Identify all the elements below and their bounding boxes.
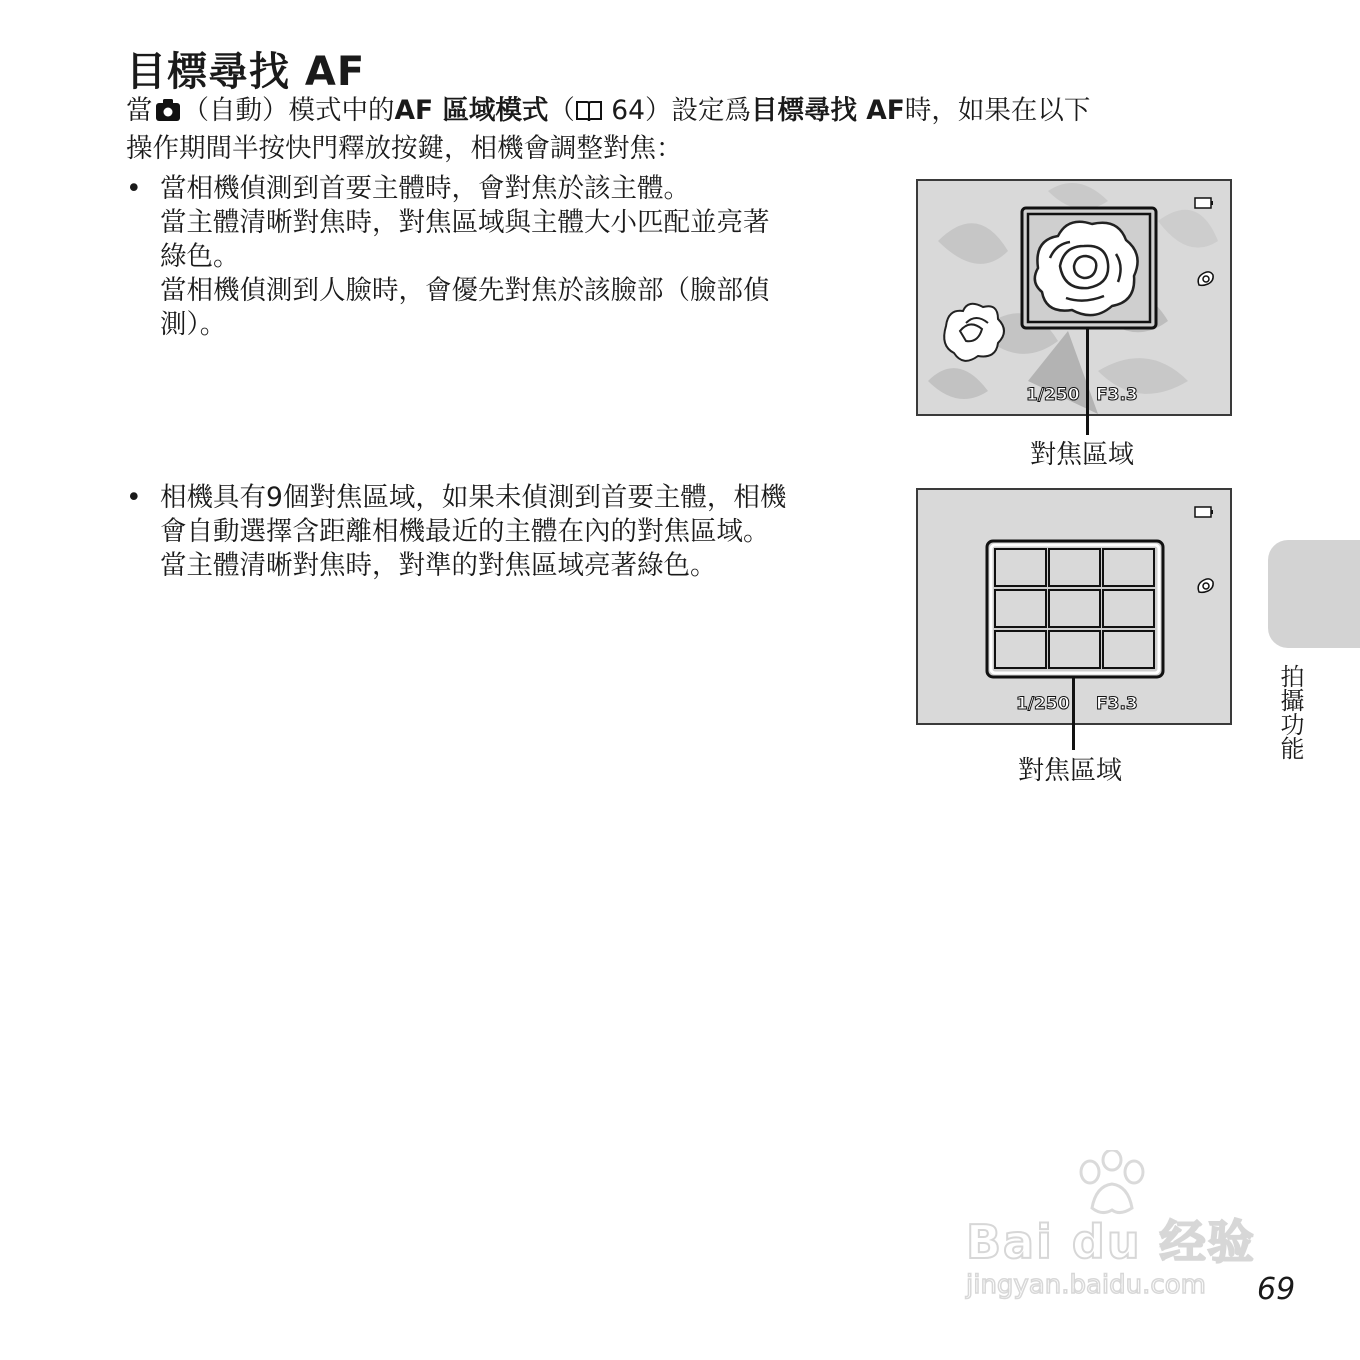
vibration-reduction-icon xyxy=(1194,574,1218,598)
callout-line-2 xyxy=(1072,676,1075,750)
focus-area-caption-2: 對焦區域 xyxy=(1018,756,1123,786)
shutter-speed-readout: 1/250 xyxy=(1026,385,1080,405)
bullet-1-line-1: 當相機偵測到首要主體時，會對焦於該主體。 xyxy=(160,173,690,204)
af-area-mode-term: AF 區域模式 xyxy=(394,95,549,126)
nine-focus-area-grid xyxy=(985,539,1165,679)
intro-paragraph xyxy=(126,92,1236,168)
intro-text-4: （ xyxy=(548,95,575,126)
page-title: 目標尋找 AF xyxy=(126,49,366,95)
shutter-speed-readout: 1/250 xyxy=(1016,694,1070,714)
bullet-1-line-2: 當主體清晰對焦時，對焦區域與主體大小匹配並亮著 xyxy=(160,207,770,238)
intro-text-2: （自動）模式中的 xyxy=(182,95,395,126)
camera-screen-figure-1 xyxy=(916,179,1232,416)
intro-text-5: 64）設定爲 xyxy=(602,95,751,126)
aperture-readout: F3.3 xyxy=(1096,694,1138,714)
target-finding-af-term: 目標尋找 AF xyxy=(751,95,905,126)
section-label: 拍攝功能 xyxy=(1276,664,1304,760)
aperture-readout: F3.3 xyxy=(1096,385,1138,405)
callout-line-1 xyxy=(1086,329,1089,435)
bullet-2-line-2: 會自動選擇含距離相機最近的主體在內的對焦區域。 xyxy=(160,516,770,547)
watermark-brand: Bai du 经验 xyxy=(966,1215,1256,1269)
baidu-watermark xyxy=(960,1150,1280,1310)
focus-area-frame xyxy=(1020,206,1158,330)
battery-icon xyxy=(1194,506,1214,518)
bullet-symbol: • xyxy=(126,482,142,513)
page-number: 69 xyxy=(1257,1272,1296,1307)
vibration-reduction-icon xyxy=(1194,267,1218,291)
battery-icon xyxy=(1194,197,1214,209)
section-tab xyxy=(1268,540,1360,648)
bullet-1-line-3: 綠色。 xyxy=(160,241,240,272)
intro-text-1: 當 xyxy=(126,95,153,126)
bullet-2-line-1: 相機具有9個對焦區域，如果未偵測到首要主體，相機 xyxy=(160,482,787,513)
intro-line-2: 操作期間半按快門釋放按鍵，相機會調整對焦： xyxy=(126,133,683,164)
focus-area-caption-1: 對焦區域 xyxy=(1030,440,1135,470)
watermark-url: jingyan.baidu.com xyxy=(966,1270,1206,1300)
bullet-1-line-4: 當相機偵測到人臉時，會優先對焦於該臉部（臉部偵 xyxy=(160,275,770,306)
page-reference-icon xyxy=(575,99,603,123)
bullet-2-line-3: 當主體清晰對焦時，對準的對焦區域亮著綠色。 xyxy=(160,550,717,581)
intro-text-7: 時，如果在以下 xyxy=(904,95,1091,126)
auto-camera-icon xyxy=(155,98,181,122)
bullet-1-line-5: 測）。 xyxy=(160,309,227,340)
bullet-symbol: • xyxy=(126,173,142,204)
